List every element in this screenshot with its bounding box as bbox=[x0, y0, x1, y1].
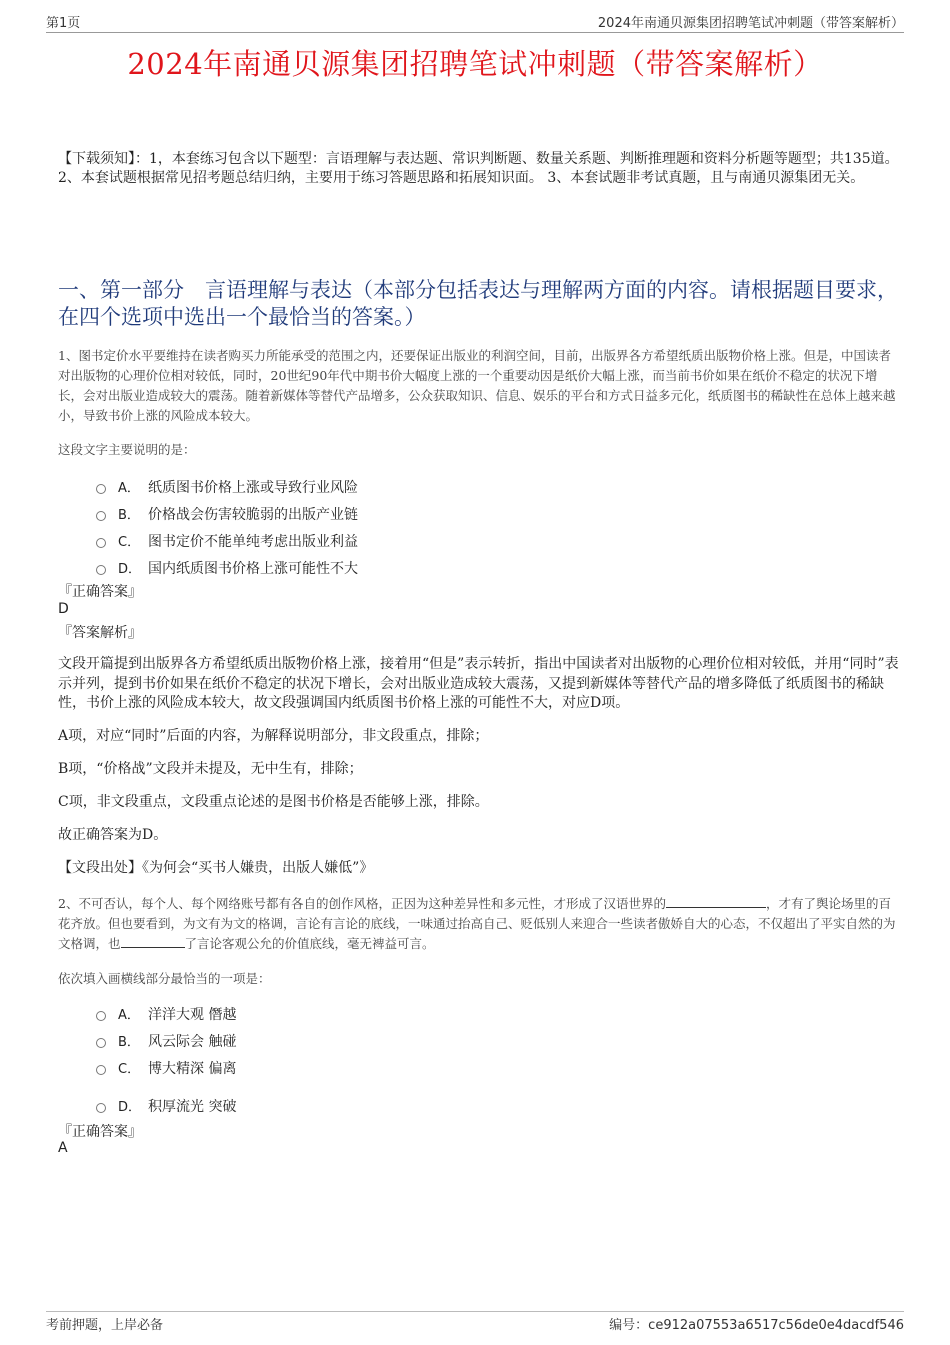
question-2-option-b[interactable]: B． 风云际会 触碰 bbox=[96, 1027, 236, 1054]
question-1-option-d[interactable]: D． 国内纸质图书价格上涨可能性不大 bbox=[96, 554, 358, 581]
question-1-analysis-c: C项，非文段重点，文段重点论述的是图书价格是否能够上涨，排除。 bbox=[58, 794, 489, 810]
question-2-options bbox=[96, 1000, 236, 1119]
radio-icon[interactable] bbox=[96, 1065, 106, 1075]
question-1-conclusion: 故正确答案为D。 bbox=[58, 827, 168, 843]
radio-icon[interactable] bbox=[96, 565, 106, 575]
radio-icon[interactable] bbox=[96, 1038, 106, 1048]
header-doc-title: 2024年南通贝源集团招聘笔试冲刺题（带答案解析） bbox=[597, 16, 904, 31]
question-2-option-c[interactable]: C． 博大精深 偏离 bbox=[96, 1054, 236, 1081]
question-1-analysis-b: B项，“价格战”文段并未提及，无中生有，排除； bbox=[58, 761, 363, 777]
radio-icon[interactable] bbox=[96, 1011, 106, 1021]
header-page-number: 第1页 bbox=[46, 16, 81, 31]
question-1-analysis-a: A项，对应“同时”后面的内容，为解释说明部分，非文段重点，排除； bbox=[58, 728, 489, 744]
footer-slogan: 考前押题，上岸必备 bbox=[46, 1318, 164, 1333]
question-2-option-d[interactable]: D． 积厚流光 突破 bbox=[96, 1092, 236, 1119]
question-1-source: 【文段出处】《为何会“买书人嫌贵，出版人嫌低”》 bbox=[58, 860, 374, 876]
question-2-prompt: 依次填入画横线部分最恰当的一项是： bbox=[58, 971, 271, 986]
question-1-answer-label: 『正确答案』 bbox=[58, 584, 142, 600]
question-1-option-c[interactable]: C． 图书定价不能单纯考虑出版业利益 bbox=[96, 527, 358, 554]
download-notice: 【下载须知】：1，本套练习包含以下题型：言语理解与表达题、常识判断题、数量关系题、判断推理题和资料分析题等题型；共135道。 2、本套试题根据常见招考题总结归纳，主要用于练习答题思路和拓展知识面。 3、本套试题非考试真题，且与南通贝源集团无关。 bbox=[58, 151, 899, 186]
question-1-option-b[interactable]: B． 价格战会伤害较脆弱的出版产业链 bbox=[96, 500, 358, 527]
blank-line-2 bbox=[121, 935, 185, 948]
question-1-options bbox=[96, 473, 358, 581]
question-1-stem: 1、图书定价水平要维持在读者购买力所能承受的范围之内，还要保证出版业的利润空间，目前，出版界各方希望纸质出版物价格上涨。但是，中国读者对出版物的心理价位相对较低，同时，20世纪90年代中期书价大幅度上涨的一个重要动因是纸价大幅上涨，而当前书价如果在纸价不稳定的状况下增长，会对出版业造成较大的震荡。随着新媒体等替代产品增多，公众获取知识、信息、娱乐的平台和方式日益多元化，纸质图书的稀缺性在总体上越来越小，导致书价上涨的风险成本较大。 bbox=[58, 348, 896, 423]
question-1-analysis-main: 文段开篇提到出版界各方希望纸质出版物价格上涨，接着用“但是”表示转折，指出中国读者对出版物的心理价位相对较低，并用“同时”表示并列，提到书价如果在纸价不稳定的状况下增长，会对出版业造成较大震荡，又提到新媒体等替代产品的增多降低了纸质图书的稀缺性，书价上涨的风险成本较大，故文段强调国内纸质图书价格上涨的可能性不大，对应D项。 bbox=[58, 656, 899, 711]
section-title: 一、第一部分 言语理解与表达（本部分包括表达与理解两方面的内容。请根据题目要求，在四个选项中选出一个最恰当的答案。） bbox=[58, 278, 898, 329]
radio-icon[interactable] bbox=[96, 511, 106, 521]
question-2-answer: A bbox=[58, 1140, 68, 1156]
question-1-analysis-label: 『答案解析』 bbox=[58, 625, 142, 641]
question-2-stem: 2、不可否认，每个人、每个网络账号都有各自的创作风格，正因为这种差异性和多元性，才形成了汉语世界的 ，才有了舆论场里的百花齐放。但也要看到，为文有为文的格调，言论有言论的底线，一味通过抬高自己、贬低别人来迎合一些读者傲娇自大的心态，不仅超出了平实自然的为文格调，也 了言论客观公允的价值底线，毫无裨益可言。 bbox=[58, 896, 896, 951]
footer-divider bbox=[46, 1311, 904, 1312]
radio-icon[interactable] bbox=[96, 1103, 106, 1113]
radio-icon[interactable] bbox=[96, 538, 106, 548]
footer-code: 编号：ce912a07553a6517c56de0e4dacdf546 bbox=[609, 1318, 904, 1333]
question-2-answer-label: 『正确答案』 bbox=[58, 1124, 142, 1140]
header-divider bbox=[46, 32, 904, 33]
question-2-option-a[interactable]: A． 洋洋大观 僭越 bbox=[96, 1000, 236, 1027]
page-title: 2024年南通贝源集团招聘笔试冲刺题（带答案解析） bbox=[127, 47, 823, 81]
question-1-option-a[interactable]: A． 纸质图书价格上涨或导致行业风险 bbox=[96, 473, 358, 500]
question-1-answer: D bbox=[58, 601, 69, 617]
radio-icon[interactable] bbox=[96, 484, 106, 494]
question-1-prompt: 这段文字主要说明的是： bbox=[58, 442, 196, 457]
blank-line-1 bbox=[666, 895, 766, 908]
